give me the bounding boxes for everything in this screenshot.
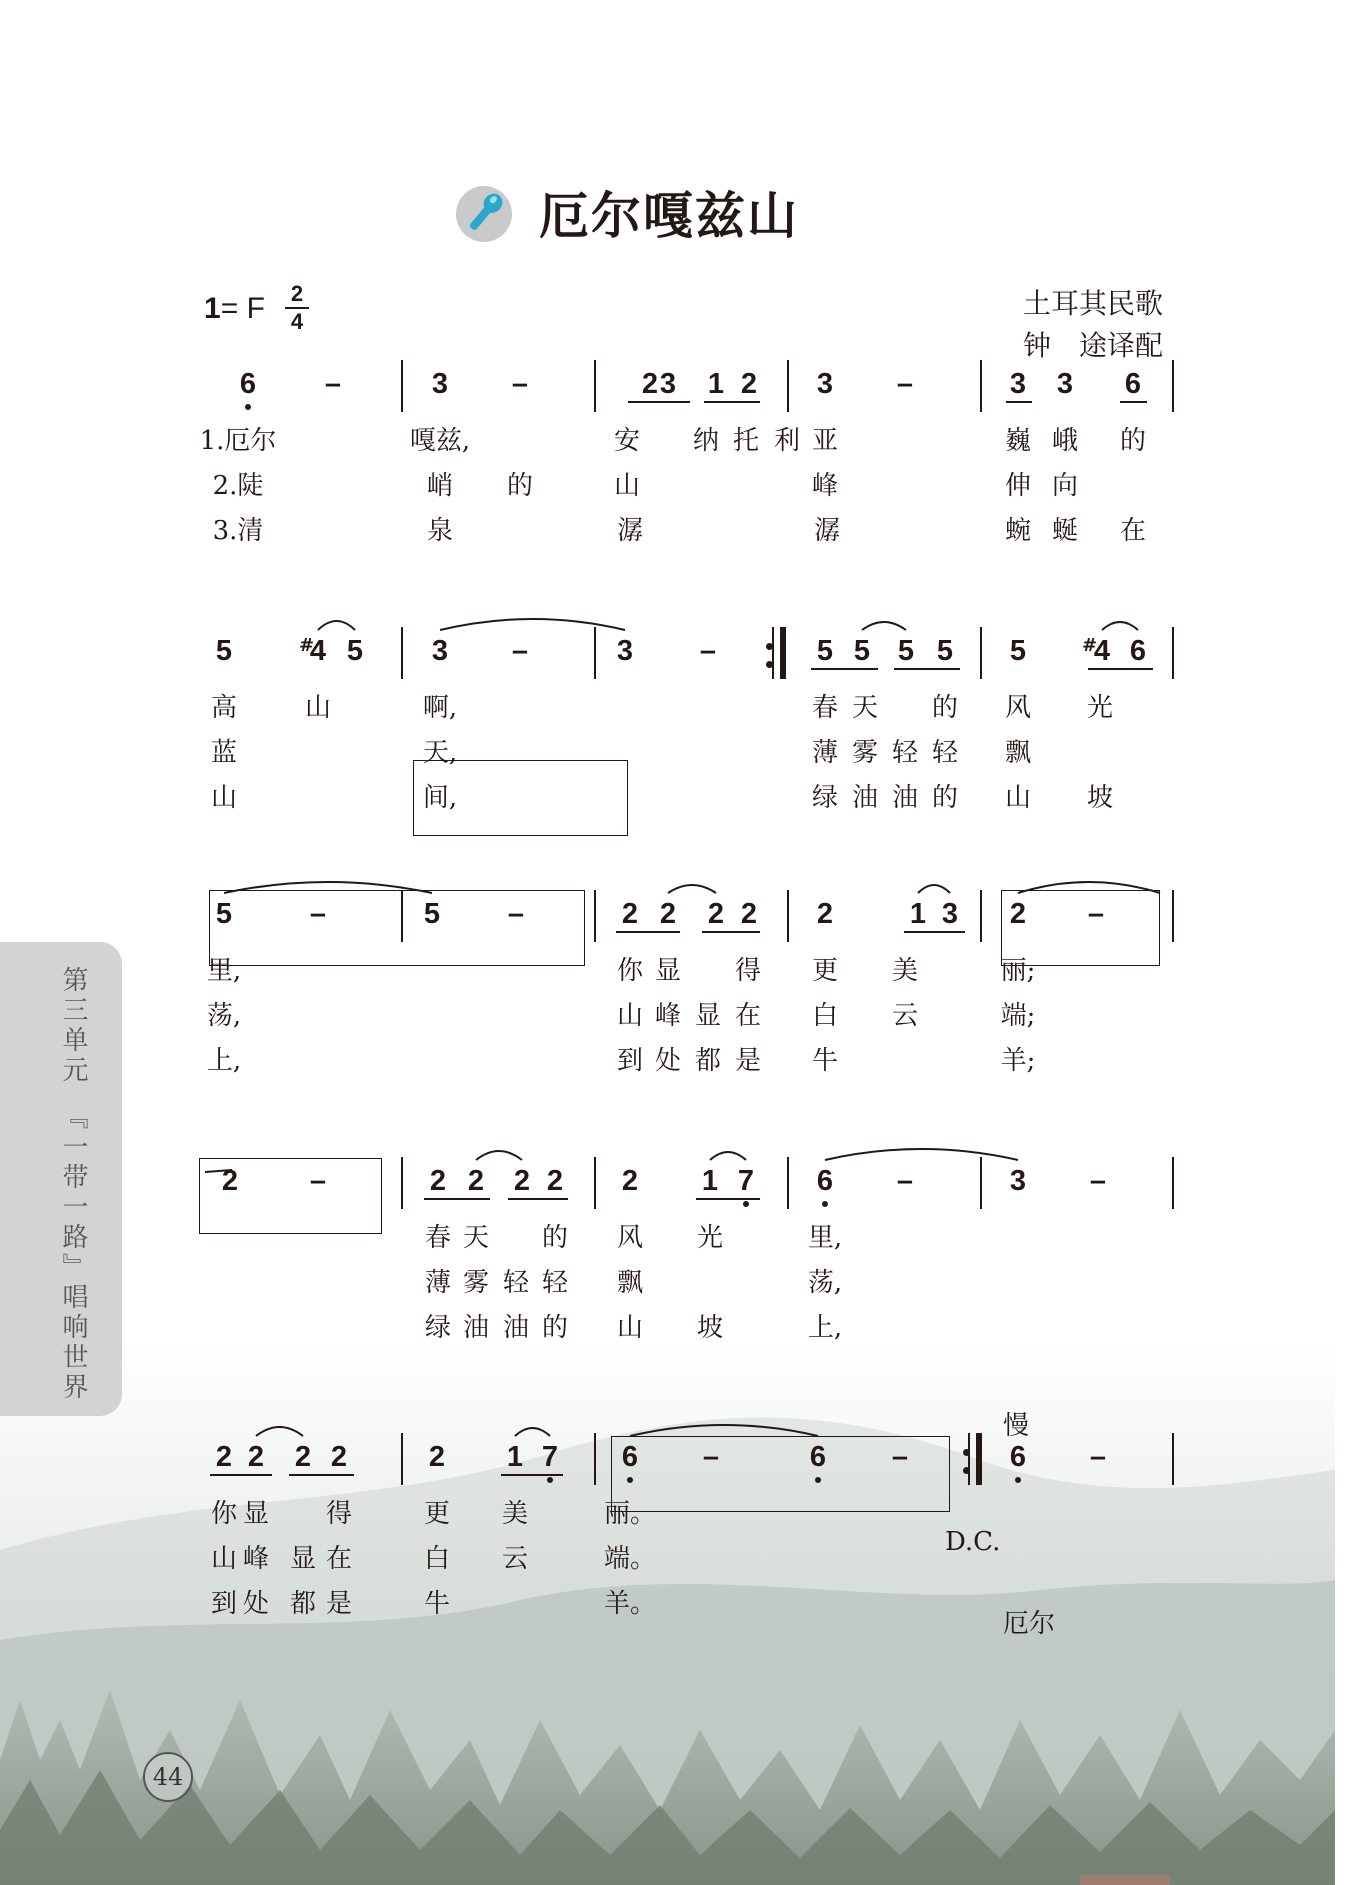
lyric-syllable: 显 [694,1001,722,1031]
lyric-syllable: 巍 [1004,426,1032,456]
slur [918,885,950,893]
dash-note: – [1089,1441,1107,1473]
lyric-syllable: 绿 [424,1313,452,1343]
lyric-syllable: 油 [462,1313,490,1343]
note-5: 5 [853,635,871,667]
page-title: 厄尔嘎兹山 [539,186,799,245]
dash-note: – [1089,1165,1107,1197]
slur [256,1427,303,1436]
lyric-syllable: 峰 [654,1001,682,1031]
lyric-syllable: 处 [654,1046,682,1076]
lyric-syllable: 伸 [1004,471,1032,501]
page-number: 44 [143,1752,193,1802]
note-1: 1 [506,1441,524,1473]
lyric-syllable: 潺 [616,516,644,546]
lyric-syllable: 光 [1086,693,1114,723]
lyric-syllable: 峭 [426,471,454,501]
note-1: 1 [701,1165,719,1197]
note-3: 3 [431,635,449,667]
dash-note: – [511,635,529,667]
lyric-syllable: 显 [289,1544,317,1574]
lyric-syllable: 轻 [502,1268,530,1298]
dash-note: – [324,368,342,400]
key-equals: = [220,292,239,325]
slur [440,619,625,630]
lyric-syllable: 处 [242,1589,270,1619]
lyric-syllable: 高 [210,693,238,723]
time-signature-bottom: 4 [290,309,304,334]
dash-note: – [309,898,327,930]
lyric-syllable: 在 [1119,516,1147,546]
note-2: 2 [740,898,758,930]
note-5: 5 [346,635,364,667]
lyric-syllable: 里, [206,956,242,986]
slur [205,1170,232,1172]
slur [862,622,906,630]
lyric-syllable: 的 [541,1223,569,1253]
lyric-syllable: 荡, [206,1001,242,1031]
time-signature-top: 2 [290,281,304,306]
lyric-syllable: 都 [289,1589,317,1619]
lyric-syllable: 山 [210,783,238,813]
lyric-syllable: 都 [694,1046,722,1076]
note-3: 3 [1009,368,1027,400]
lyric-syllable: 的 [1119,426,1147,456]
lyric-syllable: 向 [1051,471,1079,501]
lyric-syllable: 你 [210,1499,238,1529]
lyric-syllable: 山 [613,471,641,501]
lyric-syllable: 美 [501,1499,529,1529]
origin-line-2: 钟 途译配 [1022,329,1163,362]
dash-note: – [702,1441,720,1473]
lyric-syllable: 啊, [422,693,458,723]
note-2: 2 [294,1441,312,1473]
lyric-syllable: 天, [422,738,458,768]
slur [1018,882,1160,893]
note-6: 6 [621,1441,639,1473]
lyric-syllable: 蜒 [1051,516,1079,546]
dash-note: – [699,635,717,667]
lyric-syllable: 里, [807,1223,843,1253]
lyric-syllable: 更 [423,1499,451,1529]
sharp-sign: # [299,635,315,656]
note-2: 2 [1009,898,1027,930]
lyric-syllable: 到 [210,1589,238,1619]
note-2: 2 [215,1441,233,1473]
lyric-syllable: 峨 [1051,426,1079,456]
sharp-sign: # [1082,635,1098,656]
lyric-syllable: 山 [616,1313,644,1343]
lyric-syllable: 的 [541,1313,569,1343]
lyric-syllable: 轻 [541,1268,569,1298]
lyric-syllable: 羊; [1000,1046,1036,1076]
lyric-syllable: 到 [616,1046,644,1076]
lyric-syllable: 的 [931,783,959,813]
tempo-marking: 慢 [1003,1411,1030,1441]
lyric-syllable: 春 [424,1223,452,1253]
lyric-syllable: 嘎兹, [409,426,471,456]
slur [515,1428,550,1436]
lyric-syllable: 荡, [807,1268,843,1298]
lyric-syllable: 春 [811,693,839,723]
note-2: 2 [621,898,639,930]
lyric-syllable: 白 [811,1001,839,1031]
lyric-syllable: 薄 [424,1268,452,1298]
origin-line-1: 土耳其民歌 [1022,287,1163,320]
note-2: 2 [659,898,677,930]
lyric-syllable: 轻 [891,738,919,768]
note-7: 7 [737,1165,755,1197]
lyric-syllable: 油 [851,783,879,813]
note-3: 3 [1009,1165,1027,1197]
lyric-syllable: 丽。 [603,1499,657,1529]
note-4: 4 [1093,635,1111,667]
lyric-syllable: 天 [851,693,879,723]
lyric-syllable: 轻 [931,738,959,768]
lyric-syllable: 3.清 [212,516,264,546]
dash-note: – [891,1441,909,1473]
slur [1102,622,1138,630]
lyric-syllable: 峰 [242,1544,270,1574]
slur [318,621,355,630]
lyric-syllable: 上, [807,1313,843,1343]
lyric-syllable: 蜿 [1004,516,1032,546]
note-5: 5 [423,898,441,930]
lyric-syllable: 绿 [811,783,839,813]
note-5: 5 [816,635,834,667]
da-capo-marking: D.C. [945,1527,1001,1557]
note-5: 5 [1009,635,1027,667]
note-6: 6 [1009,1441,1027,1473]
lyric-syllable: 坡 [696,1313,724,1343]
lyric-syllable: 山 [304,693,332,723]
lyric-syllable: 2.陡 [212,471,264,501]
lyric-syllable: 蓝 [210,738,238,768]
lyric-syllable: 云 [891,1001,919,1031]
lyric-syllable: 上, [206,1046,242,1076]
dash-note: – [896,1165,914,1197]
note-6: 6 [809,1441,827,1473]
note-2: 2 [707,898,725,930]
note-3: 3 [941,898,959,930]
lyric-syllable: 山 [210,1544,238,1574]
slur [710,1152,746,1160]
note-5: 5 [215,898,233,930]
dash-note: – [1087,898,1105,930]
note-4: 4 [309,635,327,667]
lyric-syllable: 美 [891,956,919,986]
lyric-syllable: 风 [1004,693,1032,723]
note-2: 2 [247,1441,265,1473]
lyric-syllable: 你 [616,956,644,986]
slur [476,1151,522,1160]
key-note: F [246,292,265,325]
dash-note: – [309,1165,327,1197]
lyric-syllable: 泉 [426,516,454,546]
note-2: 2 [621,1165,639,1197]
lyric-syllable: 安 [613,426,641,456]
note-2: 2 [428,1441,446,1473]
note-2: 2 [429,1165,447,1197]
lyric-syllable: 薄 [811,738,839,768]
note-5: 5 [215,635,233,667]
note-3: 3 [431,368,449,400]
note-2: 2 [816,898,834,930]
lyric-syllable: 在 [734,1001,762,1031]
lyric-syllable: 飘 [616,1268,644,1298]
note-2: 2 [221,1165,239,1197]
lyric-syllable: 端; [1000,1001,1036,1031]
lyric-syllable: 是 [325,1589,353,1619]
lyric-syllable: 端。 [603,1544,657,1574]
note-6: 6 [239,368,257,400]
note-2: 2 [513,1165,531,1197]
note-6: 6 [1124,368,1142,400]
note-1: 1 [909,898,927,930]
lyric-syllable: 的 [506,471,534,501]
note-7: 7 [541,1441,559,1473]
lyric-syllable: 雾 [462,1268,490,1298]
note-5: 5 [936,635,954,667]
note-3: 3 [1056,368,1074,400]
lyric-syllable: 风 [616,1223,644,1253]
note-2: 2 [641,368,659,400]
lyric-syllable: 潺 [813,516,841,546]
lyric-syllable: 山 [1004,783,1032,813]
slur [825,1149,1018,1160]
lyric-syllable: 显 [654,956,682,986]
lyric-syllable: 1.厄尔 [199,426,277,456]
lyric-syllable: 丽; [1000,956,1036,986]
note-5: 5 [897,635,915,667]
lyric-syllable: 白 [423,1544,451,1574]
slur [668,885,716,893]
lyric-syllable: 亚 [811,426,839,456]
slur [630,1425,818,1436]
dash-note: – [507,898,525,930]
lyric-syllable: 光 [696,1223,724,1253]
lyric-syllable: 在 [325,1544,353,1574]
lyric-syllable: 得 [325,1499,353,1529]
note-2: 2 [740,368,758,400]
lyric-syllable: 的 [931,693,959,723]
lyric-syllable: 是 [734,1046,762,1076]
key-degree: 1 [204,292,221,325]
note-2: 2 [467,1165,485,1197]
lyric-syllable: 得 [734,956,762,986]
note-3: 3 [616,635,634,667]
unit-side-tab-label: 第三单元 『一带一路』唱响世界 [58,966,88,1403]
note-2: 2 [330,1441,348,1473]
lyric-syllable: 油 [502,1313,530,1343]
lyric-syllable: 羊。 [603,1589,657,1619]
lyric-syllable: 云 [501,1544,529,1574]
lyric-syllable: 峰 [811,471,839,501]
note-3: 3 [659,368,677,400]
da-capo-lyric: 厄尔 [1003,1609,1056,1639]
lyric-syllable: 天 [462,1223,490,1253]
lyric-syllable: 显 [242,1499,270,1529]
dash-note: – [896,368,914,400]
lyric-syllable: 利 [773,426,801,456]
note-3: 3 [816,368,834,400]
slur [224,882,432,893]
lyric-syllable: 山 [616,1001,644,1031]
lyric-syllable: 牛 [423,1589,451,1619]
lyric-syllable: 间, [422,783,458,813]
note-2: 2 [546,1165,564,1197]
lyric-syllable: 坡 [1086,783,1114,813]
lyric-syllable: 雾 [851,738,879,768]
lyric-syllable: 更 [811,956,839,986]
lyric-syllable: 牛 [811,1046,839,1076]
lyric-syllable: 纳 [692,426,720,456]
lyric-syllable: 飘 [1004,738,1032,768]
lyric-syllable: 油 [891,783,919,813]
note-6: 6 [816,1165,834,1197]
note-1: 1 [707,368,725,400]
dash-note: – [511,368,529,400]
lyric-syllable: 托 [732,426,760,456]
note-6: 6 [1129,635,1147,667]
